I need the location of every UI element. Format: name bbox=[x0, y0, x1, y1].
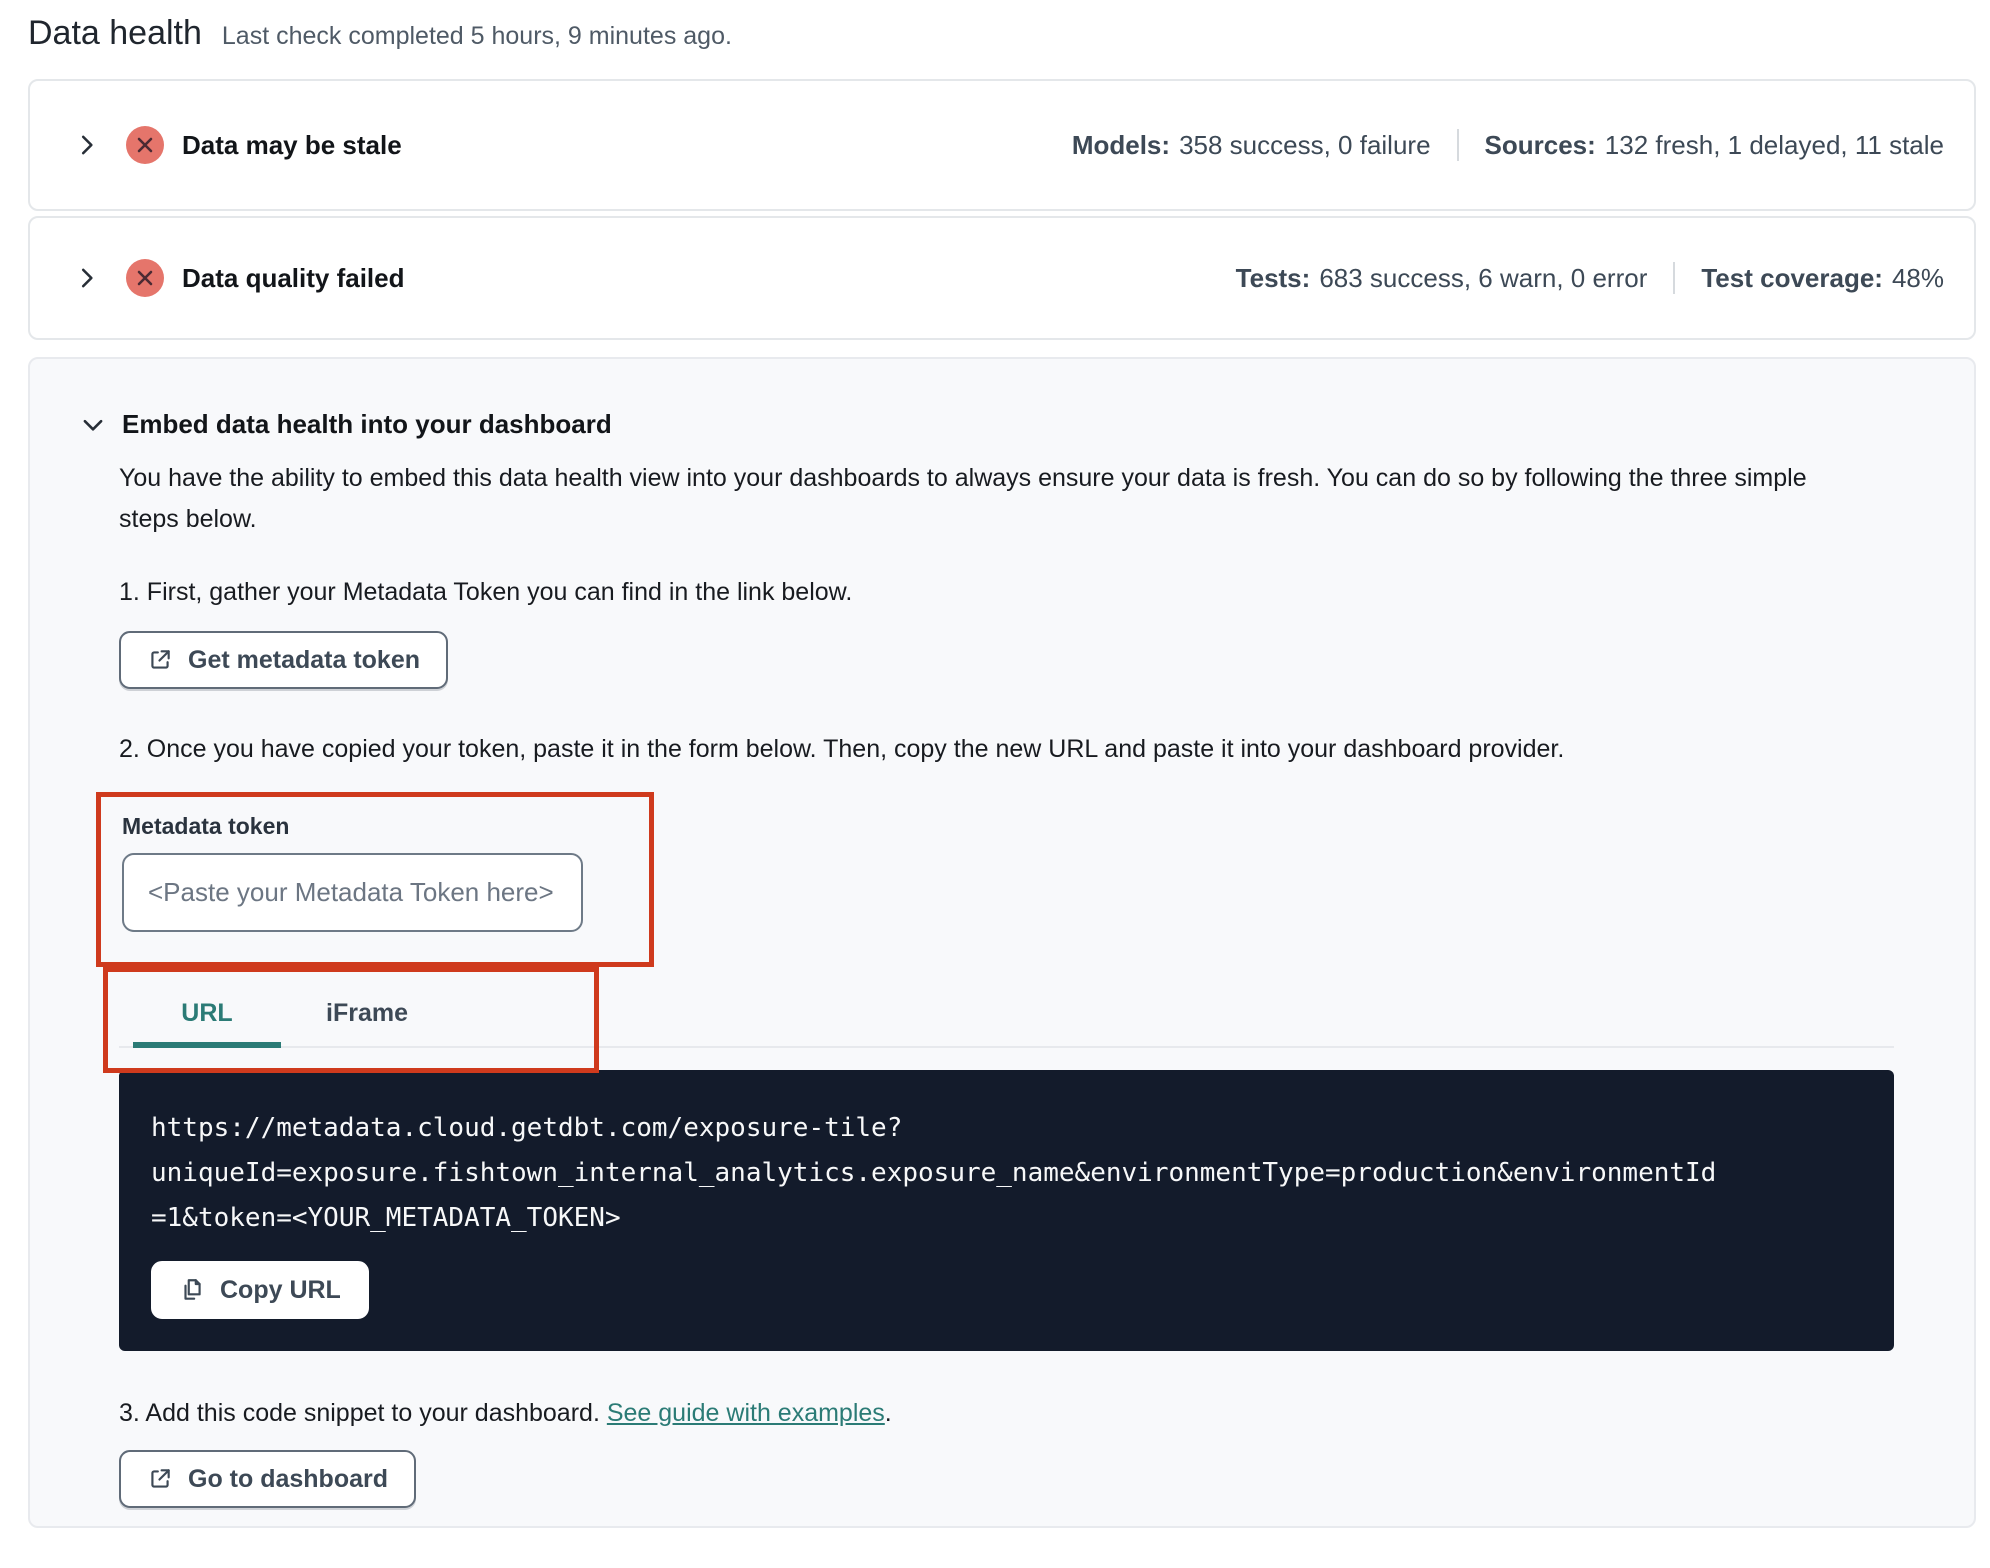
tab-bar bbox=[119, 983, 1894, 1048]
embed-url-code-block bbox=[119, 1070, 1894, 1351]
external-link-icon bbox=[147, 647, 173, 673]
status-card-stats bbox=[1236, 262, 1944, 294]
tab-iframe[interactable]: iFrame bbox=[326, 999, 408, 1027]
stat-label: Models: bbox=[1071, 129, 1171, 160]
embed-panel-title: Embed data health into your dashboard bbox=[122, 409, 612, 439]
status-card-quality bbox=[28, 216, 1976, 340]
status-card-title: Data may be stale bbox=[182, 129, 402, 160]
metadata-token-label: Metadata token bbox=[122, 813, 290, 839]
stat-value: 358 success, 0 failure bbox=[1179, 129, 1431, 160]
status-card-stats bbox=[1072, 129, 1944, 161]
copy-icon bbox=[179, 1277, 205, 1303]
tests-stat bbox=[1236, 263, 1648, 294]
step3-text-after: . bbox=[884, 1399, 892, 1427]
test-coverage-stat bbox=[1701, 263, 1944, 294]
sources-stat bbox=[1485, 130, 1944, 161]
code-line: =1&token=<YOUR_METADATA_TOKEN> bbox=[151, 1203, 621, 1233]
step1-text: 1. First, gather your Metadata Token you can find in the link below. bbox=[119, 578, 853, 606]
go-to-dashboard-button[interactable] bbox=[119, 1450, 416, 1508]
button-label: Go to dashboard bbox=[188, 1464, 388, 1493]
code-line: https://metadata.cloud.getdbt.com/exposure-tile? bbox=[151, 1113, 903, 1143]
page-title: Data health bbox=[28, 14, 202, 52]
tab-url[interactable]: URL bbox=[133, 983, 281, 1048]
chevron-right-icon[interactable] bbox=[74, 265, 100, 291]
button-label: Get metadata token bbox=[188, 645, 421, 674]
stat-value: 683 success, 6 warn, 0 error bbox=[1319, 262, 1648, 293]
step3-text bbox=[119, 1399, 1974, 1428]
embed-panel-header[interactable] bbox=[80, 409, 1974, 440]
step3-text-before: 3. Add this code snippet to your dashboard. bbox=[119, 1399, 607, 1427]
models-stat bbox=[1072, 130, 1431, 161]
chevron-down-icon bbox=[80, 412, 106, 438]
embed-description: You have the ability to embed this data health view into your dashboards to always ensure your data is fresh. You can do so by following the three simple steps below. bbox=[119, 464, 1807, 533]
page-header bbox=[28, 14, 1976, 53]
x-circle-icon bbox=[126, 259, 164, 297]
x-circle-icon bbox=[126, 126, 164, 164]
get-metadata-token-button[interactable] bbox=[119, 631, 448, 689]
stat-value: 132 fresh, 1 delayed, 11 stale bbox=[1604, 129, 1944, 160]
stat-value: 48% bbox=[1891, 262, 1944, 293]
chevron-right-icon[interactable] bbox=[74, 132, 100, 158]
stat-label: Sources: bbox=[1484, 129, 1596, 160]
metadata-token-input[interactable] bbox=[122, 853, 583, 932]
stat-label: Tests: bbox=[1235, 262, 1311, 293]
step2-text: 2. Once you have copied your token, paste it in the form below. Then, copy the new URL and paste it into your dashboard provider. bbox=[119, 735, 1565, 763]
stat-divider bbox=[1673, 262, 1675, 294]
see-guide-link[interactable]: See guide with examples bbox=[606, 1399, 885, 1427]
output-format-tabs bbox=[119, 983, 1894, 1048]
status-card-title: Data quality failed bbox=[182, 262, 405, 293]
stat-label: Test coverage: bbox=[1701, 262, 1883, 293]
token-field-annotation-box bbox=[96, 792, 654, 967]
status-card-stale bbox=[28, 79, 1976, 211]
stat-divider bbox=[1457, 129, 1459, 161]
last-check-status: Last check completed 5 hours, 9 minutes ago. bbox=[221, 22, 732, 50]
code-line: uniqueId=exposure.fishtown_internal_analytics.exposure_name&environmentType=production&environmentId bbox=[151, 1158, 1717, 1188]
embed-panel bbox=[28, 357, 1976, 1528]
embed-panel-body bbox=[119, 458, 1974, 1508]
copy-url-button[interactable] bbox=[151, 1261, 369, 1319]
button-label: Copy URL bbox=[220, 1275, 341, 1304]
external-link-icon bbox=[147, 1466, 173, 1492]
